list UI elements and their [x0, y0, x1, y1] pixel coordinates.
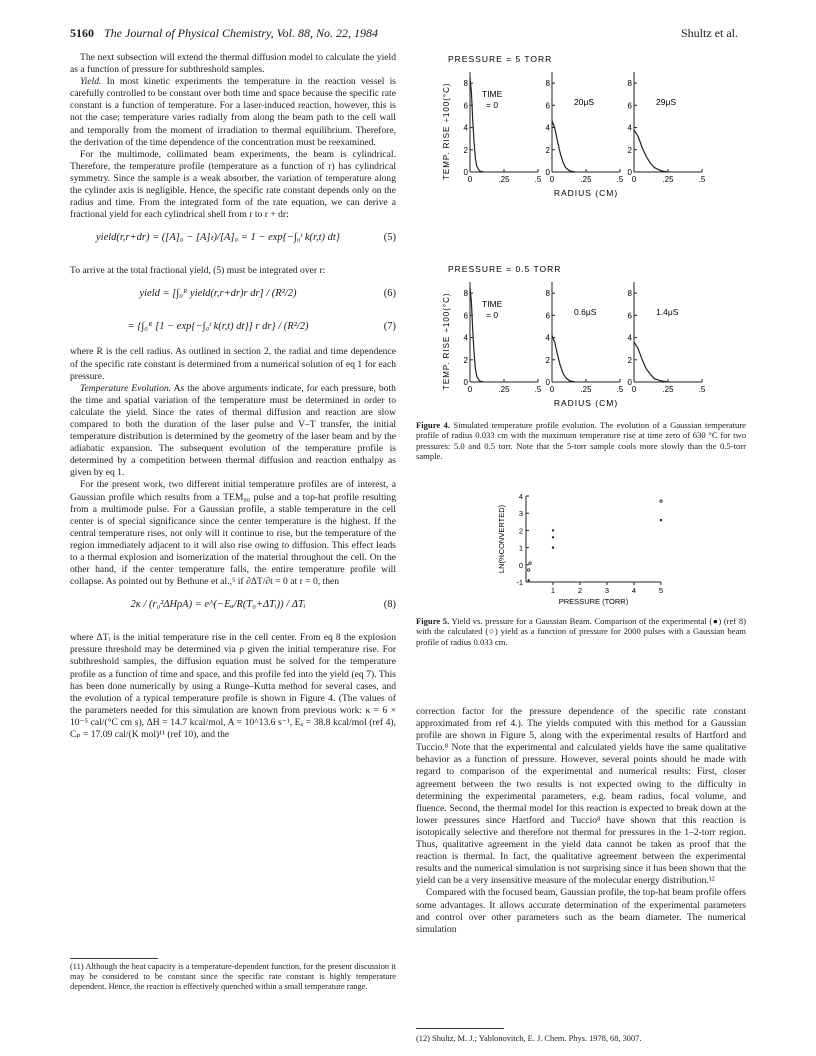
equation-5: yield(r,r+dr) = ([A]₀ − [A]ₜ)/[A]₀ = 1 − exp{−∫₀ᵗ k(r,t) dt} (5): [96, 232, 396, 244]
figure-4-time-label: TIME: [482, 299, 503, 309]
figure-5-experimental-point: [528, 579, 530, 581]
equation-6: yield = [∫₀ᴿ yield(r,r+dr)r dr] / (R²/2) (6): [139, 288, 396, 300]
figure-4-profile-curve: [634, 342, 668, 382]
figure-4-y-tick-label: 8: [627, 79, 632, 89]
paragraph: For the multimode, collimated beam experiments, the beam is cylindrical. Therefore, the temperature profile (temperature as a function of r) has cylindrical symmetry. Since the sample is a weak absorber, the variation of temperature along the cylinder axis is negligible. Hence, the specific rate constant depends only on the radius and time. From the integrated form of the rate equation, we can derive a fractional yield for each cylindrical shell from r to r + dr:: [70, 148, 396, 221]
figure-4-profile-curve: [634, 130, 668, 172]
figure-4-y-tick-label: 4: [545, 333, 550, 343]
figure-4-time-value: 1.4μS: [656, 307, 679, 317]
figure-5-experimental-point: [552, 546, 554, 548]
figure-5-y-tick-label: -1: [516, 578, 523, 587]
footnote-rule: [416, 1028, 504, 1029]
figure-4: [440, 50, 740, 415]
figure-5-ylabel: LN(%CONVERTED): [497, 504, 506, 574]
figure-4-y-tick-label: 2: [627, 355, 632, 365]
figure-4-pressure-label: PRESSURE = 0.5 TORR: [448, 264, 562, 274]
figure-4-y-tick-label: 8: [627, 289, 632, 299]
equation-7: = {∫₀ᴿ [1 − exp{−∫₀ᵗ k(r,t) dt}] r dr} / (R²/2) (7): [127, 321, 396, 333]
figure-4-x-tick-label: .5: [534, 385, 542, 394]
figure-4-x-tick-label: .5: [534, 175, 542, 184]
page-number: 5160: [70, 26, 94, 40]
equation-8: 2κ / (r₀²ΔHρA) = e^(−Eₐ/R(T₀+ΔTᵢ)) / ΔTᵢ (8): [130, 599, 396, 611]
figure-5-calculated-point: [528, 569, 530, 571]
figure-4-y-tick-label: 4: [463, 333, 468, 343]
figure-5-y-tick-label: 2: [518, 526, 523, 536]
figure-4-y-tick-label: 2: [627, 145, 632, 155]
figure-4-time-value: 0.6μS: [574, 307, 597, 317]
figure-4-x-tick-label: .5: [616, 175, 624, 184]
figure-4-y-tick-label: 0: [627, 168, 632, 177]
figure-4-x-tick-label: .5: [698, 385, 706, 394]
footnote-12: (12) Shultz, M. J.; Yablonovitch, E. J. Chem. Phys. 1978, 68, 3007.: [416, 1034, 642, 1043]
figure-4-x-tick-label: 0: [631, 385, 637, 394]
figure-4-x-tick-label: .25: [498, 385, 510, 394]
paragraph: Temperature Evolution. As the above arguments indicate, for each pressure, both the time and spatial variation of the temperature must be determined in order to calculate the yield. Since the rates of thermal diffusion and reaction are slow compared to both the duration of the laser pulse and V–T transfer, the initial temperature distribution is determined by the geometry of the laser beam and by the adiabatic expansion. The subsequent evolution of the temperature profile is determined by a competition between thermal diffusion and reaction enthalpy as given by eq 1.: [70, 382, 396, 479]
figure-4-x-tick-label: .25: [662, 385, 674, 394]
footnote-11: (11) Although the heat capacity is a temperature-dependent function, for the present discussion it may be considered to be constant since the specific rate constant is highly temperature dependent. Hence, the reaction is effectively quenched within a small temperature range.: [70, 962, 396, 992]
figure-5-x-tick-label: 5: [658, 586, 664, 595]
paragraph: correction factor for the pressure dependence of the specific rate constant approximated from ref 4.). The yields computed with this method for a Gaussian profile are shown in Figure 5, along with the experimental results of Hartford and Tuccio.⁸ Note that the experimental and calculated yields have the same qualitative behavior as a function of pressure. However, several points should be made with regard to comparison of the experimental and numerical results: First, closer agreement between the two results is not expected owing to the difficulty in determining the experimental parameters, e.g. beam radius, focal volume, and fluence. Second, the thermal model for this reaction is expected to break down at the lower pressures since Hartford and Tuccio⁸ have shown that this reaction is isotopically selective and therefore not thermal for pressures in the 1–2-torr region. Thus, qualitative agreement in the yield data cannot be taken as proof that the reaction is thermal. In fact, the qualitative agreement between the experimental results and the numerical simulation is not surprising since it has been shown that the yield can be a very insensitive measure of the molecular energy distribution.¹²: [416, 706, 746, 887]
figure-4-x-tick-label: 0: [631, 175, 637, 184]
figure-5-calculated-point: [529, 562, 531, 564]
figure-4-y-tick-label: 6: [463, 311, 468, 321]
figure-4-y-tick-label: 4: [463, 123, 468, 133]
figure-4-y-tick-label: 0: [463, 378, 468, 387]
figure-4-y-tick-label: 2: [545, 145, 550, 155]
right-column: [416, 706, 746, 936]
figure-4-x-tick-label: .25: [580, 175, 592, 184]
figure-5-experimental-point: [660, 519, 662, 521]
paragraph: where R is the cell radius. As outlined in section 2, the radial and time dependence of the specific rate constant is determined from a numerical solution of eq 1 for each pressure.: [70, 346, 396, 382]
figure-5-y-tick-label: 0: [518, 560, 523, 570]
running-header-authors: Shultz et al.: [681, 26, 738, 40]
figure-5-x-tick-label: 1: [550, 586, 556, 595]
figure-4-x-tick-label: .25: [662, 175, 674, 184]
figure-4-xlabel: RADIUS (CM): [553, 188, 619, 198]
figure-4-y-tick-label: 2: [463, 355, 468, 365]
figure-4-profile-curve: [552, 335, 575, 382]
figure-5-x-tick-label: 3: [604, 586, 610, 595]
figure-4-x-tick-label: .5: [698, 175, 706, 184]
figure-5-x-tick-label: 2: [577, 586, 583, 595]
figure-4-x-tick-label: 0: [549, 175, 555, 184]
figure-5-y-tick-label: 1: [518, 543, 523, 553]
figure-4-y-tick-label: 0: [545, 378, 550, 387]
figure-4-y-tick-label: 6: [545, 101, 550, 111]
figure-4-x-tick-label: 0: [467, 175, 473, 184]
figure-4-ylabel: TEMP. RISE ÷100(°C): [442, 292, 451, 390]
figure-4-x-tick-label: 0: [467, 385, 473, 394]
figure-4-caption: Figure 4. Simulated temperature profile evolution. The evolution of a Gaussian temperature profile of radius 0.033 cm with the maximum temperature rise at time zero of 630 °C for two pressures: 5.0 and 0.5 torr. Note that the 5-torr sample cools more slowly than the 0.5-torr sample.: [416, 420, 746, 462]
paragraph: To arrive at the total fractional yield, (5) must be integrated over r:: [70, 265, 326, 277]
figure-4-y-tick-label: 8: [463, 79, 468, 89]
running-header-left: [70, 26, 378, 41]
figure-4-y-tick-label: 4: [627, 333, 632, 343]
paragraph: For the present work, two different initial temperature profiles are of interest, a Gaussian profile which results from a TEM₀₀ pulse and a top-hat profile resulting from a multimode pulse. For a Gaussian profile, a stable temperature in the cell center is of special significance since the center temperature is the highest. If the central temperature rises, not only will it continue to rise, but the temperature of the region immediately adjacent to it will also rise owing to diffusion. This effect leads to a thermal explosion and isomerization of the material throughout the cell. On the other hand, if the center temperature falls, the entire temperature profile will collapse. As pointed out by Bethune et al.,⁵ if ∂ΔT/∂t = 0 at r = 0, then: [70, 479, 396, 588]
figure-4-time-label: TIME: [482, 89, 503, 99]
paragraph: The next subsection will extend the thermal diffusion model to calculate the yield as a function of pressure for subthreshold samples.: [70, 52, 396, 76]
figure-5-calculated-point: [660, 500, 662, 502]
figure-4-pressure-label: PRESSURE = 5 TORR: [448, 54, 553, 64]
section-head: Temperature Evolution.: [80, 382, 172, 394]
figure-4-y-tick-label: 6: [627, 101, 632, 111]
figure-4-x-tick-label: .25: [580, 385, 592, 394]
figure-4-y-tick-label: 4: [545, 123, 550, 133]
figure-4-time-value: = 0: [486, 100, 499, 110]
footnote-rule: [70, 958, 158, 959]
figure-4-x-tick-label: 0: [549, 385, 555, 394]
paragraph: where ΔTᵢ is the initial temperature rise in the cell center. From eq 8 the explosion pressure threshold may be determined via ρ given the initial temperature rise. For subthreshold samples, the diffusion equation must be solved for the temperature profile as a function of time and space, and this profile fed into the yield (eq 7). This has been done numerically by using a Runge–Kutta method for several cases, and the evolution of a typical temperature profile is shown in Figure 4. (The values of the parameters needed for this simulation are known from previous work: κ = 6 × 10⁻⁵ cal/(°C cm s), ΔH = 14.7 kcal/mol, A = 10^13.6 s⁻¹, Eₐ = 38.8 kcal/mol (ref 4), Cₚ = 17.09 cal/(K mol)¹¹ (ref 10), and the: [70, 632, 396, 741]
figure-4-y-tick-label: 0: [545, 168, 550, 177]
figure-4-time-value: = 0: [486, 310, 499, 320]
left-column: [70, 52, 396, 741]
figure-4-y-tick-label: 6: [545, 311, 550, 321]
figure-4-y-tick-label: 8: [545, 289, 550, 299]
figure-4-time-value: 20μS: [574, 97, 595, 107]
figure-4-x-tick-label: .25: [498, 175, 510, 184]
figure-5: [488, 488, 688, 613]
figure-4-xlabel: RADIUS (CM): [553, 398, 619, 408]
figure-4-x-tick-label: .5: [616, 385, 624, 394]
figure-4-y-tick-label: 4: [627, 123, 632, 133]
figure-4-y-tick-label: 6: [463, 101, 468, 111]
paragraph: Yield. In most kinetic experiments the temperature in the reaction vessel is carefully controlled to be constant over both time and space because the specific rate constant is a function of temperature. For a laser-induced reaction, however, this is not the case; temperature varies radially from along the beam path to the cell wall and temporally from the moment of irradiation to thermal equilibrium. Therefore, the derivation of the time dependence of the concentration must be reexamined.: [70, 76, 396, 148]
figure-5-experimental-point: [552, 536, 554, 538]
figure-5-experimental-point: [552, 529, 554, 531]
figure-4-y-tick-label: 2: [463, 145, 468, 155]
figure-4-y-tick-label: 8: [545, 79, 550, 89]
figure-4-time-value: 29μS: [656, 97, 677, 107]
figure-4-y-tick-label: 0: [463, 168, 468, 177]
figure-5-caption: Figure 5. Yield vs. pressure for a Gaussian Beam. Comparison of the experimental (●) (ref 8) with the calculated (○) yield as a function of pressure for 2000 pulses with a Gaussian beam profile of radius 0.033 cm.: [416, 616, 746, 647]
figure-4-y-tick-label: 0: [627, 378, 632, 387]
figure-5-y-tick-label: 3: [518, 509, 523, 519]
figure-4-y-tick-label: 8: [463, 289, 468, 299]
figure-5-x-tick-label: 4: [631, 586, 637, 595]
figure-4-ylabel: TEMP. RISE ÷100(°C): [442, 82, 451, 180]
figure-5-y-tick-label: 4: [518, 492, 523, 501]
section-head: Yield.: [80, 76, 102, 88]
figure-4-profile-curve: [552, 121, 575, 172]
paragraph: Compared with the focused beam, Gaussian profile, the top-hat beam profile offers some advantages. It allows accurate determination of the experimental parameters and control over other parameters such as the beam diameter. The numerical simulation: [416, 887, 746, 935]
journal-name: The Journal of Physical Chemistry, Vol. 88, No. 22, 1984: [104, 26, 378, 40]
figure-5-xlabel: PRESSURE (TORR): [558, 597, 629, 606]
figure-4-y-tick-label: 2: [545, 355, 550, 365]
figure-4-y-tick-label: 6: [627, 311, 632, 321]
